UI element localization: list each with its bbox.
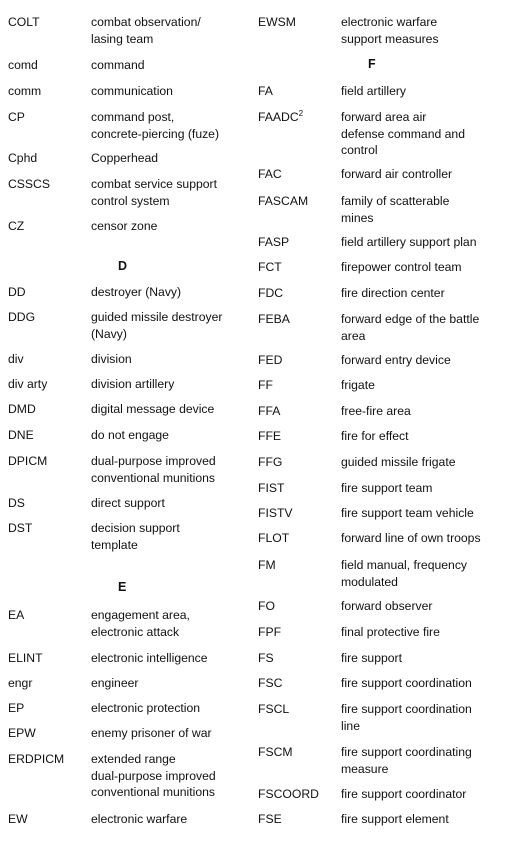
abbreviation-text: FAC <box>258 167 282 181</box>
entry-abbreviation <box>8 650 43 667</box>
definition-line: dual-purpose improved <box>91 768 216 783</box>
abbreviation-text: comd <box>8 58 38 72</box>
entry-abbreviation <box>8 218 24 235</box>
abbreviation-text: FAADC <box>258 110 299 124</box>
entry-abbreviation <box>258 14 296 31</box>
section-heading: F <box>368 57 376 71</box>
definition-line: family of scatterable <box>341 194 450 208</box>
abbreviation-superscript: 2 <box>298 108 304 118</box>
abbreviation-text: FF <box>258 378 273 392</box>
entry-definition <box>341 83 406 100</box>
definition-line: direct support <box>91 496 165 510</box>
entry-abbreviation <box>8 109 25 126</box>
entry-abbreviation <box>258 403 280 420</box>
entry-definition <box>341 14 439 47</box>
definition-line: Copperhead <box>91 151 159 165</box>
entry-abbreviation <box>258 650 274 667</box>
definition-line: communication <box>91 84 173 98</box>
entry-definition <box>341 598 432 615</box>
entry-abbreviation <box>8 520 32 537</box>
entry-abbreviation <box>8 284 26 301</box>
definition-line: do not engage <box>91 428 169 442</box>
entry-abbreviation <box>8 675 32 692</box>
definition-line: forward area air <box>341 110 427 124</box>
abbreviation-text: FCT <box>258 260 282 274</box>
entry-abbreviation <box>8 751 64 768</box>
section-heading: E <box>118 580 127 594</box>
entry-definition <box>91 811 187 828</box>
abbreviation-text: FDC <box>258 286 284 300</box>
definition-line: electronic attack <box>91 624 180 639</box>
entry-abbreviation <box>258 505 293 522</box>
entry-abbreviation <box>8 725 36 742</box>
abbreviation-text: comm <box>8 84 42 98</box>
definition-line: guided missile destroyer <box>91 310 223 324</box>
entry-abbreviation <box>258 701 289 718</box>
entry-definition <box>341 530 481 547</box>
abbreviation-text: FFE <box>258 429 282 443</box>
entry-definition <box>91 607 190 640</box>
definition-line: engagement area, <box>91 608 190 622</box>
entry-definition <box>91 83 173 100</box>
abbreviation-text: EP <box>8 701 25 715</box>
abbreviation-text: COLT <box>8 15 40 29</box>
entry-definition <box>91 57 145 74</box>
entry-abbreviation <box>258 675 282 692</box>
entry-definition <box>91 495 165 512</box>
entry-definition <box>91 650 208 667</box>
entry-abbreviation <box>258 530 289 547</box>
definition-line: fire support team <box>341 481 433 495</box>
abbreviation-text: FIST <box>258 481 285 495</box>
entry-definition <box>341 650 402 667</box>
definition-line: support measures <box>341 31 439 46</box>
abbreviation-text: FSE <box>258 812 282 826</box>
abbreviation-text: EW <box>8 812 28 826</box>
definition-line: fire support coordinating <box>341 745 472 759</box>
entry-definition <box>341 166 452 183</box>
entry-definition <box>341 234 477 251</box>
entry-abbreviation <box>258 454 282 471</box>
entry-definition <box>341 311 479 344</box>
definition-line: dual-purpose improved <box>91 454 216 468</box>
entry-abbreviation <box>8 57 38 74</box>
abbreviation-text: Cphd <box>8 151 38 165</box>
entry-definition <box>341 675 472 692</box>
entry-abbreviation <box>8 453 47 470</box>
abbreviation-text: div arty <box>8 377 48 391</box>
entry-definition <box>91 675 138 692</box>
definition-line: (Navy) <box>91 326 127 341</box>
entry-abbreviation <box>8 83 41 100</box>
abbreviation-text: FS <box>258 651 274 665</box>
entry-abbreviation <box>8 309 35 326</box>
abbreviation-text: DD <box>8 285 26 299</box>
abbreviation-text: FO <box>258 599 275 613</box>
definition-line: electronic warfare <box>341 15 438 29</box>
definition-line: fire support coordination <box>341 702 472 716</box>
definition-line: forward edge of the battle <box>341 312 480 326</box>
definition-line: line <box>341 718 360 733</box>
abbreviation-text: CSSCS <box>8 177 50 191</box>
entry-definition <box>341 352 451 369</box>
definition-line: area <box>341 328 366 343</box>
entry-abbreviation <box>8 14 40 31</box>
entry-definition <box>91 14 201 47</box>
entry-abbreviation <box>258 193 308 210</box>
entry-abbreviation <box>258 259 282 276</box>
entry-definition <box>91 725 212 742</box>
entry-abbreviation <box>258 557 276 574</box>
definition-line: measure <box>341 761 389 776</box>
abbreviation-text: FSCM <box>258 745 293 759</box>
abbreviation-text: EPW <box>8 726 36 740</box>
entry-abbreviation <box>258 109 303 126</box>
definition-line: forward entry device <box>341 353 451 367</box>
definition-line: engineer <box>91 676 139 690</box>
abbreviation-text: EWSM <box>258 15 296 29</box>
definition-line: field artillery <box>341 84 407 98</box>
entry-definition <box>341 557 467 590</box>
entry-abbreviation <box>258 83 273 100</box>
abbreviation-text: FA <box>258 84 273 98</box>
definition-line: forward observer <box>341 599 433 613</box>
entry-definition <box>91 309 222 342</box>
section-heading: D <box>118 259 128 273</box>
entry-definition <box>341 428 409 445</box>
abbreviation-text: FASCAM <box>258 194 309 208</box>
entry-definition <box>341 701 472 734</box>
entry-abbreviation <box>8 401 36 418</box>
definition-line: enemy prisoner of war <box>91 726 212 740</box>
definition-line: concrete-piercing (fuze) <box>91 126 220 141</box>
definition-line: fire support coordinator <box>341 787 467 801</box>
definition-line: field manual, frequency <box>341 558 468 572</box>
entry-abbreviation <box>258 811 282 828</box>
entry-abbreviation <box>8 495 25 512</box>
definition-line: fire support element <box>341 812 449 826</box>
definition-line: command post, <box>91 110 175 124</box>
entry-definition <box>91 351 132 368</box>
definition-line: frigate <box>341 378 375 392</box>
abbreviation-text: div <box>8 352 24 366</box>
abbreviation-text: FEBA <box>258 312 290 326</box>
entry-definition <box>91 218 157 235</box>
entry-abbreviation <box>8 700 24 717</box>
definition-line: free-fire area <box>341 404 411 418</box>
definition-line: fire support <box>341 651 402 665</box>
entry-definition <box>91 453 216 486</box>
entry-abbreviation <box>258 166 282 183</box>
definition-line: control <box>341 143 378 157</box>
entry-definition <box>91 401 214 418</box>
entry-abbreviation <box>258 377 273 394</box>
abbreviation-text: ERDPICM <box>8 752 65 766</box>
entry-abbreviation <box>258 480 284 497</box>
entry-definition <box>341 786 466 803</box>
entry-definition <box>91 284 181 301</box>
definition-line: censor zone <box>91 219 158 233</box>
abbreviation-text: DS <box>8 496 25 510</box>
definition-line: combat observation/ <box>91 15 201 29</box>
abbreviation-text: DNE <box>8 428 34 442</box>
abbreviation-text: DDG <box>8 310 36 324</box>
definition-line: lasing team <box>91 31 154 46</box>
entry-abbreviation <box>258 428 281 445</box>
abbreviation-text: DPICM <box>8 454 48 468</box>
definition-line: conventional munitions <box>91 785 215 799</box>
entry-abbreviation <box>258 285 283 302</box>
definition-line: electronic warfare <box>91 812 188 826</box>
abbreviation-text: FISTV <box>258 506 293 520</box>
entry-definition <box>341 505 474 522</box>
entry-abbreviation <box>258 786 319 803</box>
definition-line: decision support <box>91 521 180 535</box>
entry-definition <box>341 259 462 276</box>
entry-definition <box>91 109 219 142</box>
entry-definition <box>91 176 217 209</box>
abbreviation-text: FPF <box>258 625 282 639</box>
definition-line: defense command and <box>341 126 465 141</box>
entry-definition <box>91 427 169 444</box>
entry-definition <box>341 744 472 777</box>
definition-line: fire support coordination <box>341 676 472 690</box>
abbreviation-text: CZ <box>8 219 25 233</box>
definition-line: destroyer (Navy) <box>91 285 182 299</box>
abbreviation-text: FFG <box>258 455 283 469</box>
definition-line: division <box>91 352 132 366</box>
entry-definition <box>341 109 465 159</box>
entry-abbreviation <box>8 427 34 444</box>
abbreviation-text: FSCOORD <box>258 787 319 801</box>
entry-abbreviation <box>258 624 281 641</box>
definition-line: control system <box>91 193 170 208</box>
entry-abbreviation <box>258 744 293 761</box>
entry-abbreviation <box>8 150 37 167</box>
abbreviation-text: EA <box>8 608 25 622</box>
entry-abbreviation <box>8 351 24 368</box>
definition-line: forward line of own troops <box>341 531 481 545</box>
definition-line: firepower control team <box>341 260 462 274</box>
entry-definition <box>91 376 174 393</box>
entry-abbreviation <box>8 607 24 624</box>
definition-line: command <box>91 58 145 72</box>
definition-line: fire direction center <box>341 286 445 300</box>
definition-line: fire for effect <box>341 429 409 443</box>
definition-line: forward air controller <box>341 167 453 181</box>
entry-definition <box>91 751 216 801</box>
entry-definition <box>341 285 445 302</box>
abbreviation-text: FM <box>258 558 276 572</box>
definition-line: extended range <box>91 752 176 766</box>
entry-abbreviation <box>8 176 50 193</box>
definition-line: electronic intelligence <box>91 651 208 665</box>
abbreviation-text: ELINT <box>8 651 43 665</box>
entry-definition <box>91 700 200 717</box>
entry-definition <box>341 193 449 226</box>
abbreviation-text: DST <box>8 521 33 535</box>
definition-line: final protective fire <box>341 625 440 639</box>
definition-line: mines <box>341 210 374 225</box>
entry-abbreviation <box>258 352 282 369</box>
definition-line: combat service support <box>91 177 217 191</box>
abbreviation-text: FFA <box>258 404 281 418</box>
entry-definition <box>91 150 158 167</box>
abbreviation-text: DMD <box>8 402 36 416</box>
entry-definition <box>341 480 432 497</box>
abbreviation-text: FSCL <box>258 702 290 716</box>
abbreviation-text: engr <box>8 676 33 690</box>
entry-abbreviation <box>8 811 28 828</box>
definition-line: template <box>91 537 138 552</box>
entry-definition <box>341 454 455 471</box>
entry-abbreviation <box>258 311 290 328</box>
definition-line: division artillery <box>91 377 175 391</box>
entry-abbreviation <box>8 376 47 393</box>
abbreviation-text: FSC <box>258 676 283 690</box>
entry-definition <box>91 520 180 553</box>
abbreviation-text: FED <box>258 353 283 367</box>
entry-abbreviation <box>258 234 289 251</box>
entry-definition <box>341 377 375 394</box>
definition-line: fire support team vehicle <box>341 506 474 520</box>
definition-line: electronic protection <box>91 701 201 715</box>
entry-definition <box>341 811 449 828</box>
definition-line: digital message device <box>91 402 215 416</box>
definition-line: modulated <box>341 574 398 589</box>
abbreviation-text: FASP <box>258 235 290 249</box>
entry-definition <box>341 624 440 641</box>
abbreviation-text: CP <box>8 110 25 124</box>
entry-definition <box>341 403 411 420</box>
entry-abbreviation <box>258 598 275 615</box>
abbreviation-text: FLOT <box>258 531 290 545</box>
definition-line: conventional munitions <box>91 470 215 485</box>
definition-line: guided missile frigate <box>341 455 456 469</box>
definition-line: field artillery support plan <box>341 235 477 249</box>
